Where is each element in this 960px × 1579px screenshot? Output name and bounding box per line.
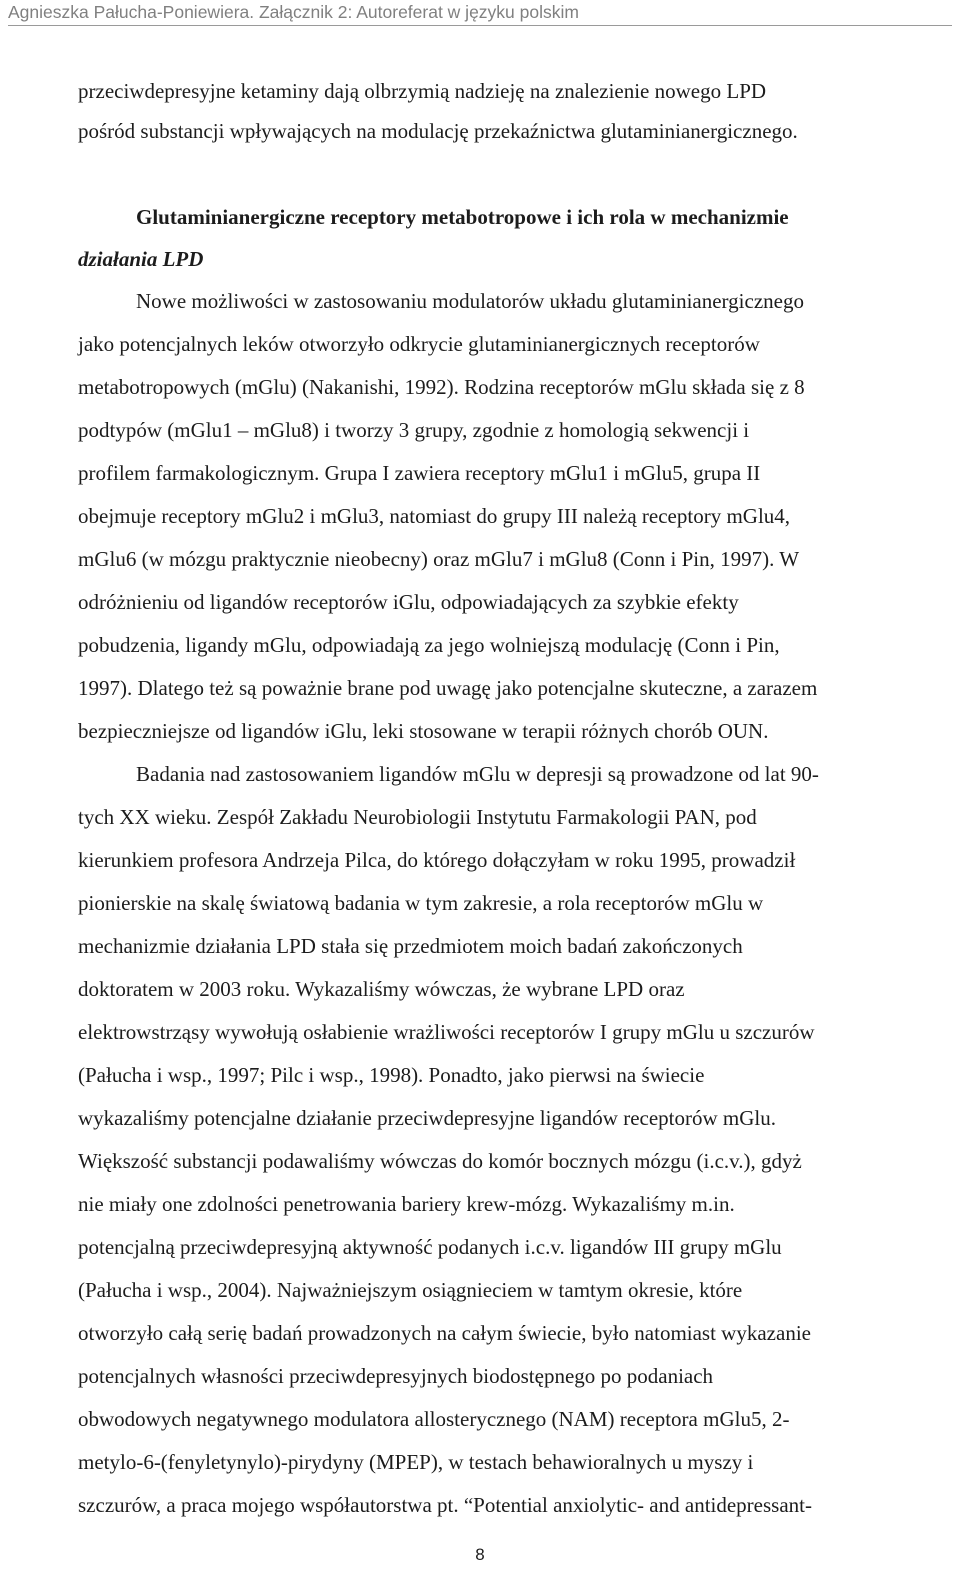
text-line: mechanizmie działania LPD stała się przedmiotem moich badań zakończonych	[78, 934, 743, 958]
text-line: przeciwdepresyjne ketaminy dają olbrzymią nadzieję na znalezienie nowego LPD	[78, 79, 767, 103]
text-line: Większość substancji podawaliśmy wówczas do komór bocznych mózgu (i.c.v.), gdyż	[78, 1149, 802, 1173]
text-line: metylo-6-(fenyletynylo)-pirydyny (MPEP), w testach behawioralnych u myszy i	[78, 1450, 754, 1474]
text-line: obwodowych negatywnego modulatora allosterycznego (NAM) receptora mGlu5, 2-	[78, 1407, 790, 1431]
text-line: Badania nad zastosowaniem ligandów mGlu w depresji są prowadzone od lat 90-	[136, 762, 819, 786]
text-line: potencjalną przeciwdepresyjną aktywność podanych i.c.v. ligandów III grupy mGlu	[78, 1235, 782, 1259]
text-line: elektrowstrząsy wywołują osłabienie wrażliwości receptorów I grupy mGlu u szczurów	[78, 1020, 815, 1044]
text-line: metabotropowych (mGlu) (Nakanishi, 1992). Rodzina receptorów mGlu składa się z 8	[78, 375, 805, 399]
text-line: odróżnieniu od ligandów receptorów iGlu, odpowiadających za szybkie efekty	[78, 590, 739, 614]
text-line: pośród substancji wpływających na modulację przekaźnictwa glutaminianergicznego.	[78, 119, 798, 143]
text-line: obejmuje receptory mGlu2 i mGlu3, natomiast do grupy III należą receptory mGlu4,	[78, 504, 791, 528]
intro-paragraph	[78, 71, 960, 151]
text-line: (Pałucha i wsp., 1997; Pilc i wsp., 1998). Ponadto, jako pierwsi na świecie	[78, 1063, 705, 1087]
paragraph-receptors	[78, 280, 960, 753]
text-line: wykazaliśmy potencjalne działanie przeciwdepresyjne ligandów receptorów mGlu.	[78, 1106, 776, 1130]
text-line: 1997). Dlatego też są poważnie brane pod uwagę jako potencjalne skuteczne, a zarazem	[78, 676, 818, 700]
text-line: podtypów (mGlu1 – mGlu8) i tworzy 3 grupy, zgodnie z homologią sekwencji i	[78, 418, 750, 442]
section-heading-italic-line: działania LPD	[78, 247, 204, 271]
paragraph-research	[78, 753, 960, 1527]
section-heading	[78, 196, 960, 280]
text-line: szczurów, a praca mojego współautorstwa pt. “Potential anxiolytic- and antidepressant-	[78, 1493, 812, 1517]
text-line: bezpieczniejsze od ligandów iGlu, leki stosowane w terapii różnych chorób OUN.	[78, 719, 769, 743]
text-line: mGlu6 (w mózgu praktycznie nieobecny) oraz mGlu7 i mGlu8 (Conn i Pin, 1997). W	[78, 547, 800, 571]
text-line: profilem farmakologicznym. Grupa I zawiera receptory mGlu1 i mGlu5, grupa II	[78, 461, 761, 485]
text-line: otworzyło całą serię badań prowadzonych na całym świecie, było natomiast wykazanie	[78, 1321, 811, 1345]
document-body	[78, 71, 960, 1527]
text-line: Nowe możliwości w zastosowaniu modulatorów układu glutaminianergicznego	[136, 289, 804, 313]
text-line: kierunkiem profesora Andrzeja Pilca, do którego dołączyłam w roku 1995, prowadził	[78, 848, 796, 872]
text-line: tych XX wieku. Zespół Zakładu Neurobiologii Instytutu Farmakologii PAN, pod	[78, 805, 757, 829]
text-line: jako potencjalnych leków otworzyło odkrycie glutaminianergicznych receptorów	[78, 332, 760, 356]
text-line: potencjalnych własności przeciwdepresyjnych biodostępnego po podaniach	[78, 1364, 714, 1388]
text-line: (Pałucha i wsp., 2004). Najważniejszym osiągnieciem w tamtym okresie, które	[78, 1278, 743, 1302]
running-header: Agnieszka Pałucha-Poniewiera. Załącznik 2: Autoreferat w języku polskim	[8, 1, 952, 26]
text-line: pobudzenia, ligandy mGlu, odpowiadają za jego wolniejszą modulację (Conn i Pin,	[78, 633, 780, 657]
text-line: nie miały one zdolności penetrowania bariery krew-mózg. Wykazaliśmy m.in.	[78, 1192, 735, 1216]
page-number: 8	[475, 1545, 485, 1564]
text-line: pionierskie na skalę światową badania w tym zakresie, a rola receptorów mGlu w	[78, 891, 764, 915]
section-heading-line: Glutaminianergiczne receptory metabotropowe i ich rola w mechanizmie	[136, 205, 789, 229]
text-line: doktoratem w 2003 roku. Wykazaliśmy wówczas, że wybrane LPD oraz	[78, 977, 685, 1001]
